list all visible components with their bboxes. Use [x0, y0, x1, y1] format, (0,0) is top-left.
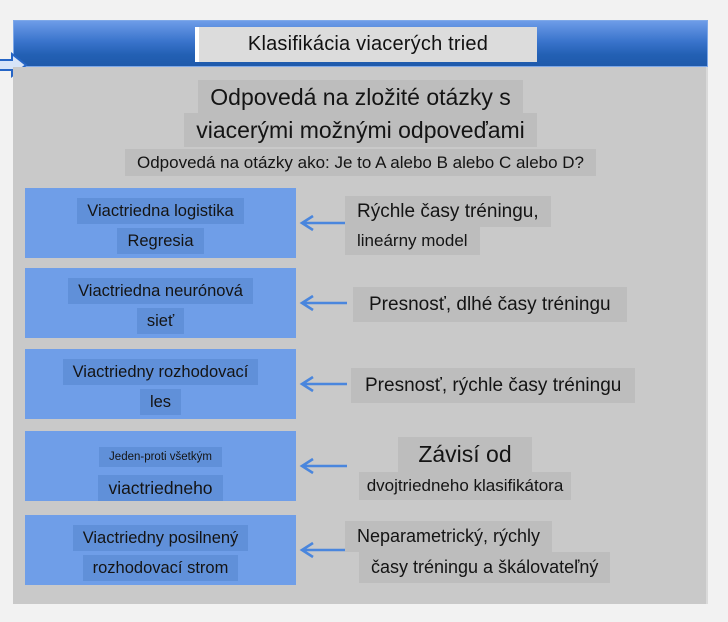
- note-one-vs-all: [345, 437, 585, 500]
- intro-subtitle: [13, 149, 708, 176]
- note-line: Neparametrický, rýchly: [345, 521, 552, 552]
- left-arrow-icon: [297, 456, 349, 476]
- note-line: Presnosť, dlhé časy tréningu: [353, 287, 627, 322]
- method-box-line: rozhodovací strom: [83, 555, 239, 581]
- method-box-line: sieť: [137, 308, 184, 334]
- method-box-one-vs-all: [25, 431, 296, 501]
- left-arrow-icon: [297, 540, 349, 560]
- diagram-title: [195, 27, 537, 62]
- intro-line-2: [13, 113, 708, 147]
- note-line: Presnosť, rýchle časy tréningu: [351, 368, 635, 403]
- method-box-line: les: [140, 389, 181, 415]
- method-box-boosted-decision-tree: [25, 515, 296, 585]
- intro-subtitle-text: Odpovedá na otázky ako: Je to A alebo B alebo C alebo D?: [125, 149, 596, 176]
- method-box-decision-forest: [25, 349, 296, 419]
- note-line: Rýchle časy tréningu,: [345, 196, 551, 227]
- note-line: dvojtriedneho klasifikátora: [359, 472, 572, 500]
- method-box-logistic-regression: [25, 188, 296, 258]
- note-boosted-decision-tree: [345, 521, 695, 583]
- note-line: časy tréningu a škálovateľný: [359, 552, 610, 583]
- method-box-line: Viactriedny rozhodovací: [63, 359, 259, 385]
- method-box-line: Viactriedna logistika: [77, 198, 243, 224]
- left-arrow-icon: [297, 213, 349, 233]
- method-box-line: Viactriedna neurónová: [68, 278, 253, 304]
- note-logistic-regression: [345, 196, 695, 255]
- left-arrow-icon: [297, 374, 349, 394]
- note-neural-network: [345, 287, 695, 322]
- method-box-line: viactriedneho: [98, 475, 222, 501]
- left-arrow-icon: [297, 293, 349, 313]
- note-line: Závisí od: [398, 437, 531, 472]
- method-box-line: Jeden-proti všetkým: [99, 447, 222, 467]
- intro-line-1: [13, 80, 708, 114]
- note-line: lineárny model: [345, 227, 480, 255]
- intro-line-2-text: viacerými možnými odpoveďami: [184, 113, 537, 147]
- method-box-line: Viactriedny posilnený: [73, 525, 249, 551]
- method-box-neural-network: [25, 268, 296, 338]
- method-box-line: Regresia: [117, 228, 203, 254]
- note-decision-forest: [345, 368, 695, 403]
- diagram-title-label: Klasifikácia viacerých tried: [247, 33, 489, 55]
- intro-line-1-text: Odpovedá na zložité otázky s: [198, 80, 522, 114]
